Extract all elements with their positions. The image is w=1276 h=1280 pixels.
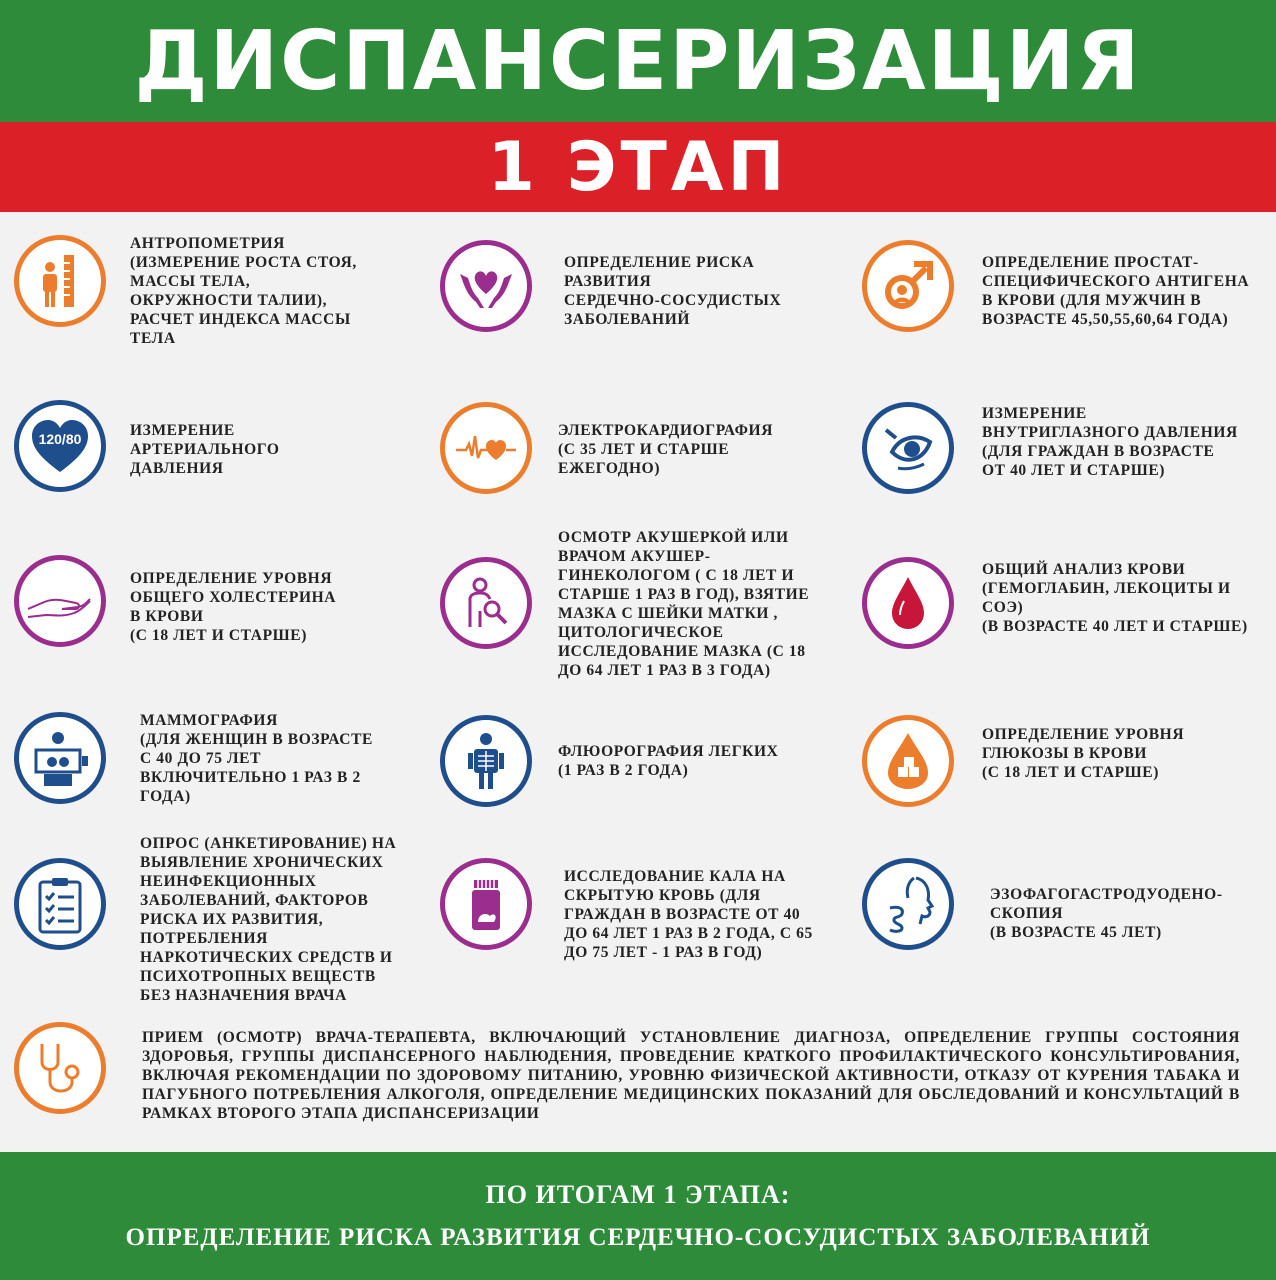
person-magnifier-icon: [440, 557, 532, 649]
male-symbol-icon: [862, 240, 954, 332]
xray-person-icon: [440, 715, 532, 807]
item-text-eye-pressure: ИЗМЕРЕНИЕ ВНУТРИГЛАЗНОГО ДАВЛЕНИЯ (ДЛЯ ГРАЖДАН В ВОЗРАСТЕ ОТ 40 ЛЕТ И СТАРШЕ): [982, 405, 1238, 479]
mammography-icon: [14, 712, 106, 804]
title-band: [0, 0, 1276, 122]
page-title: ДИСПАНСЕРИЗАЦИЯ: [134, 13, 1142, 109]
item-text-egds: ЭЗОФАГОГАСТРОДУОДЕНО- СКОПИЯ (В ВОЗРАСТЕ 45 ЛЕТ): [990, 886, 1223, 941]
hands-heart-icon: [440, 240, 532, 332]
item-text-fluorography: ФЛЮОРОГРАФИЯ ЛЕГКИХ (1 РАЗ В 2 ГОДА): [558, 743, 779, 779]
summary-heading: ПО ИТОГАМ 1 ЭТАПА:: [485, 1180, 791, 1209]
sample-jar-icon: [440, 858, 532, 950]
summary-band: [0, 1152, 1276, 1280]
item-text-mammography: МАММОГРАФИЯ (ДЛЯ ЖЕНЩИН В ВОЗРАСТЕ С 40 ДО 75 ЛЕТ ВКЛЮЧИТЕЛЬНО 1 РАЗ В 2 ГОДА): [140, 712, 373, 805]
glucose-drop-icon: [862, 715, 954, 807]
stethoscope-icon: [14, 1022, 106, 1114]
summary-text: ОПРЕДЕЛЕНИЕ РИСКА РАЗВИТИЯ СЕРДЕЧНО-СОСУДИСТЫХ ЗАБОЛЕВАНИЙ: [125, 1224, 1151, 1251]
stage-title: 1 ЭТАП: [487, 127, 789, 207]
item-text-glucose: ОПРЕДЕЛЕНИЕ УРОВНЯ ГЛЮКОЗЫ В КРОВИ (С 18 ЛЕТ И СТАРШЕ): [982, 726, 1185, 781]
item-text-cholesterol: ОПРЕДЕЛЕНИЕ УРОВНЯ ОБЩЕГО ХОЛЕСТЕРИНА В КРОВИ (С 18 ЛЕТ И СТАРШЕ): [130, 570, 337, 644]
ecg-heart-icon: [440, 402, 532, 494]
blood-pressure-heart-icon: [14, 400, 106, 492]
therapist-text: ПРИЕМ (ОСМОТР) ВРАЧА-ТЕРАПЕВТА, ВКЛЮЧАЮЩИЙ УСТАНОВЛЕНИЕ ДИАГНОЗА, ОПРЕДЕЛЕНИЕ ГРУППЫ СОСТОЯНИЯ ЗДОРОВЬЯ, ГРУППЫ ДИСПАНСЕРНОГО НАБЛЮДЕНИЯ, ПРОВЕДЕНИЕ КРАТКОГО ПРОФИЛАКТИЧЕСКОГО КОНСУЛЬТИРОВАНИЯ, ВКЛЮЧАЯ РЕКОМЕНДАЦИИ ПО ЗДОРОВОМУ ПИТАНИЮ, УРОВНЮ ФИЗИЧЕСКОЙ АКТИВНОСТИ, ОТКАЗУ ОТ КУРЕНИЯ ТАБАКА И ПАГУБНОГО ПОТРЕБЛЕНИЯ АЛКОГОЛЯ, ОПРЕДЕЛЕНИЕ МЕДИЦИНСКИХ ПОКАЗАНИЙ ДЛЯ ОБСЛЕДОВАНИЙ И КОНСУЛЬТАЦИЙ В РАМКАХ ВТОРОГО ЭТАПА ДИСПАНСЕРИЗАЦИИ: [142, 1029, 1240, 1122]
item-text-stool-test: ИССЛЕДОВАНИЕ КАЛА НА СКРЫТУЮ КРОВЬ (ДЛЯ ГРАЖДАН В ВОЗРАСТЕ ОТ 40 ДО 64 ЛЕТ 1 РАЗ В 2 ГОДА, С 65 ДО 75 ЛЕТ - 1 РАЗ В ГОД): [564, 868, 813, 961]
clipboard-checklist-icon: [14, 858, 106, 950]
ruler-person-icon: [14, 235, 106, 327]
item-text-questionnaire: ОПРОС (АНКЕТИРОВАНИЕ) НА ВЫЯВЛЕНИЕ ХРОНИЧЕСКИХ НЕИНФЕКЦИОННЫХ ЗАБОЛЕВАНИЙ, ФАКТОРОВ РИСКА ИХ РАЗВИТИЯ, ПОТРЕБЛЕНИЯ НАРКОТИЧЕСКИХ СРЕДСТВ И ПСИХОТРОПНЫХ ВЕЩЕСТВ БЕЗ НАЗНАЧЕНИЯ ВРАЧА: [140, 835, 397, 1004]
stage-band: [0, 122, 1276, 212]
hand-icon: [14, 555, 106, 647]
item-text-ecg: ЭЛЕКТРОКАРДИОГРАФИЯ (С 35 ЛЕТ И СТАРШЕ ЕЖЕГОДНО): [558, 422, 773, 477]
item-text-cvd-risk: ОПРЕДЕЛЕНИЕ РИСКА РАЗВИТИЯ СЕРДЕЧНО-СОСУДИСТЫХ ЗАБОЛЕВАНИЙ: [564, 254, 782, 328]
svg-text:120/80: 120/80: [38, 431, 82, 447]
item-text-anthropometry: АНТРОПОМЕТРИЯ (ИЗМЕРЕНИЕ РОСТА СТОЯ, МАССЫ ТЕЛА, ОКРУЖНОСТИ ТАЛИИ), РАСЧЕТ ИНДЕКСА МАССЫ ТЕЛА: [130, 235, 357, 347]
digestive-tract-icon: [862, 858, 954, 950]
blood-drop-icon: [862, 557, 954, 649]
item-text-psa: ОПРЕДЕЛЕНИЕ ПРОСТАТ- СПЕЦИФИЧЕСКОГО АНТИГЕНА В КРОВИ (ДЛЯ МУЖЧИН В ВОЗРАСТЕ 45,50,55,60,64 ГОДА): [982, 254, 1250, 328]
item-text-blood-test: ОБЩИЙ АНАЛИЗ КРОВИ (ГЕМОГЛАБИН, ЛЕКОЦИТЫ И СОЭ) (В ВОЗРАСТЕ 40 ЛЕТ И СТАРШЕ): [982, 561, 1248, 635]
item-text-gynecology: ОСМОТР АКУШЕРКОЙ ИЛИ ВРАЧОМ АКУШЕР- ГИНЕКОЛОГОМ ( С 18 ЛЕТ И СТАРШЕ 1 РАЗ В ГОД), ВЗЯТИЕ МАЗКА С ШЕЙКИ МАТКИ , ЦИТОЛОГИЧЕСКОЕ ИССЛЕДОВАНИЕ МАЗКА (С 18 ДО 64 ЛЕТ 1 РАЗ В 3 ГОДА): [558, 529, 810, 679]
eye-icon: [862, 402, 954, 494]
item-text-blood-pressure: ИЗМЕРЕНИЕ АРТЕРИАЛЬНОГО ДАВЛЕНИЯ: [130, 422, 280, 477]
